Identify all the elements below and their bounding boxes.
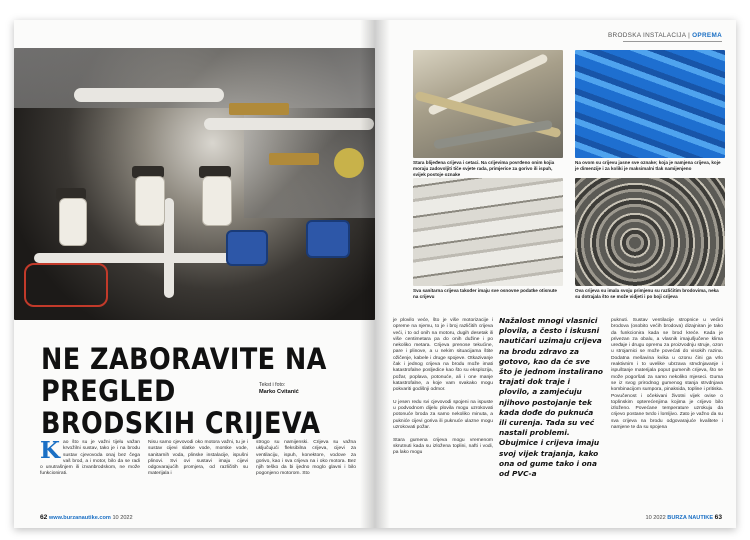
caption-bottom-right: Ova crijeva su imala svoju primjenu su različitim brodovima, neka su dotrajala što se može vidjeti i po boji crijeva [575, 288, 719, 299]
red-wire [24, 263, 108, 307]
old-hoses-photo [413, 50, 563, 158]
folio-left [40, 514, 133, 521]
white-hose-photo [413, 178, 563, 286]
hose-coil-photo [575, 178, 725, 286]
header-rule [623, 41, 722, 42]
caption-top-right: Na ovom su crijevu jasne sve oznake; koja je namjena crijeva, koje je dimenzije i za koliki je maksimalni tlak namijenjeno [575, 160, 721, 171]
folio-right [646, 514, 723, 521]
body-column-2: Nisu samo cjevovodi oko motora važni, tu je i sustav cijevi slatke vode, morske vode, sanitarnih voda, plinske instalacije, ispušni plinovi. Svi ovi sustavi imaju cijevi odgovarajućih promjera, od različitih su materijala i [148, 440, 248, 477]
section-separator: | [688, 32, 691, 39]
white-hose [204, 118, 374, 130]
body-column-3: strogo su namijenski. Crijeva su važna uključujući fleksibilna crijeva, cijevi za ventilaciju, ispuh, konektore, vodove za gorivo, kao i sva crijeva na i oko motora. Bez njih teško da bi ijedno moglo glavni i bilo pogonjeno motorom. Sto [256, 440, 356, 477]
fuel-filter [202, 176, 232, 226]
page-number: 63 [714, 514, 722, 521]
caption-top-left: Stara blijeđena crijeva i cetaci. Na crijevima povrđeno onim kojia moraju zadovoljiti tiče svjete rada, primjerice za gorivo ili ispuh, svijek postoje oznake [413, 160, 555, 177]
left-page [14, 20, 375, 528]
pull-quote: Nažalost mnogi vlasnici plovila, a često i iskusni nautičari uzimaju crijeva na brodu zdravo za gotovo, kao da će sve što je jednom instalirano trajati dok traje i plovilo, a zamjećuju njihovo postojanje tek kada dođe do puknuća ili curenja. Tada su već nastali problemi. Obujmice i crijeva imaju svoj vijek trajanja, kako ona od gume tako i ona od PVC-a [499, 316, 603, 479]
section-accent: OPREMA [692, 32, 722, 39]
section-header [608, 32, 722, 39]
body-column-4: je plovilo veće, što je više motorizacije i opreme na njemu, to je i broj različitih crijeva veći, i to od onih na motoru, dugih desetak ili više centimetara pa do onih dužine i po nekoliko metara. Crijeva prenose tekućine, pare i plinove, a u nekim situacijama štite ožičenje, kabele i druge spojeve. Otkazivanje čak i jednog crijeva na brodu može imati katastrofalne posljedice kao što su eksplozija, požar, poplava, potonuće, ali i one manje katastrofalne, a koje vam svakako mogu pokvariti godišnji odmor. U jesen redu svi cjevovodi spojeni na ispuste u podvodnom dijelu plovila mogu uzrokovati potonuće broda za samo nekoliko minuta, a pukniće cijevi goriva ili puknuće ulazne mogu uzrokovati požar. Stara gumena crijeva mogu vremenom skrutnuti kada su izložena toplini, nafti i vodi, pa lako mogu [393, 318, 493, 456]
dropcap: K [40, 437, 60, 464]
magazine-spread [14, 20, 736, 528]
blue-hose-photo [575, 50, 725, 158]
white-hose [34, 253, 254, 263]
brand-name: BURZA NAUTIKE [667, 515, 714, 521]
fuel-filter [59, 198, 87, 246]
caption-bottom-left: Sva sanitarna crijeva također imaju sve osnovne podatke otisnute na crijevu [413, 288, 557, 299]
byline-name: Marko Cvitanić [259, 389, 299, 395]
article-title: NE ZABORAVITE NA PREGLED BRODSKIH CRIJEVA [41, 342, 327, 440]
brass-manifold [269, 153, 319, 165]
byline [259, 382, 299, 396]
engine-room-photo [14, 48, 375, 320]
white-hose [164, 198, 174, 298]
issue-date: 10 2022 [112, 515, 133, 521]
yellow-tank-cap [334, 148, 364, 178]
blue-pump [306, 220, 350, 258]
section-name: BRODSKA INSTALACIJA [607, 32, 687, 39]
hose-strip [433, 120, 553, 150]
body-column-1 [40, 437, 140, 478]
website[interactable]: www.burzanautike.com [48, 515, 111, 521]
issue-date: 10 2022 [645, 515, 666, 521]
page-number: 62 [40, 514, 48, 521]
blue-pump [226, 230, 268, 266]
byline-label: Tekst i foto: [259, 382, 286, 388]
body-column-6: puknuti. Sustav ventilacije stropnice u većini brodova (osobito većih brodova) dizajniran je tako da funkcionira kada se brod kreće. Kada je privezan za obalu, a vlasnik imaju/ljučene klima uređaje i drugu opremu za proizvodnju struje, ozon u strojarnici se može povećati do visokih razina. Dodatna mešavina kvika u ozonu čini ga vrlo reaktivnim i to uvelike ubrzava strvdnjavanje i ispuštanje materijala poput gumenih crijeva, što se može pogoršati za samo nekoliko mjeseci. Guma se iz svog prirodnog gumenog stanja strvdnjava kombinacijom sumpora, pinaksida, topline i pritiska. Povučenost i očekivani životni vijek ovise o toplinskim opterećenjima kojima je crijevo bilo izloženo. Povećane temperature uzrokuju da crijevo postane tvrdo i lomljivo. Zato je važno da su sva crijeva na brodu odgovarajuće kvalitete i namjene te da su spojena [611, 318, 723, 431]
right-page [375, 20, 736, 528]
white-hose [74, 88, 224, 102]
body-text: ao što su je važni tijelu važan krvožilni sustav, tako je i na brodu sustav cjevovoda onaj bez čega vaš brod, a i motor, bilo da se radi o unutrašnjem ili izvanbrodskom, ne može funkcionirati. [40, 440, 140, 477]
fuel-filter [135, 176, 165, 226]
brass-manifold [229, 103, 289, 115]
